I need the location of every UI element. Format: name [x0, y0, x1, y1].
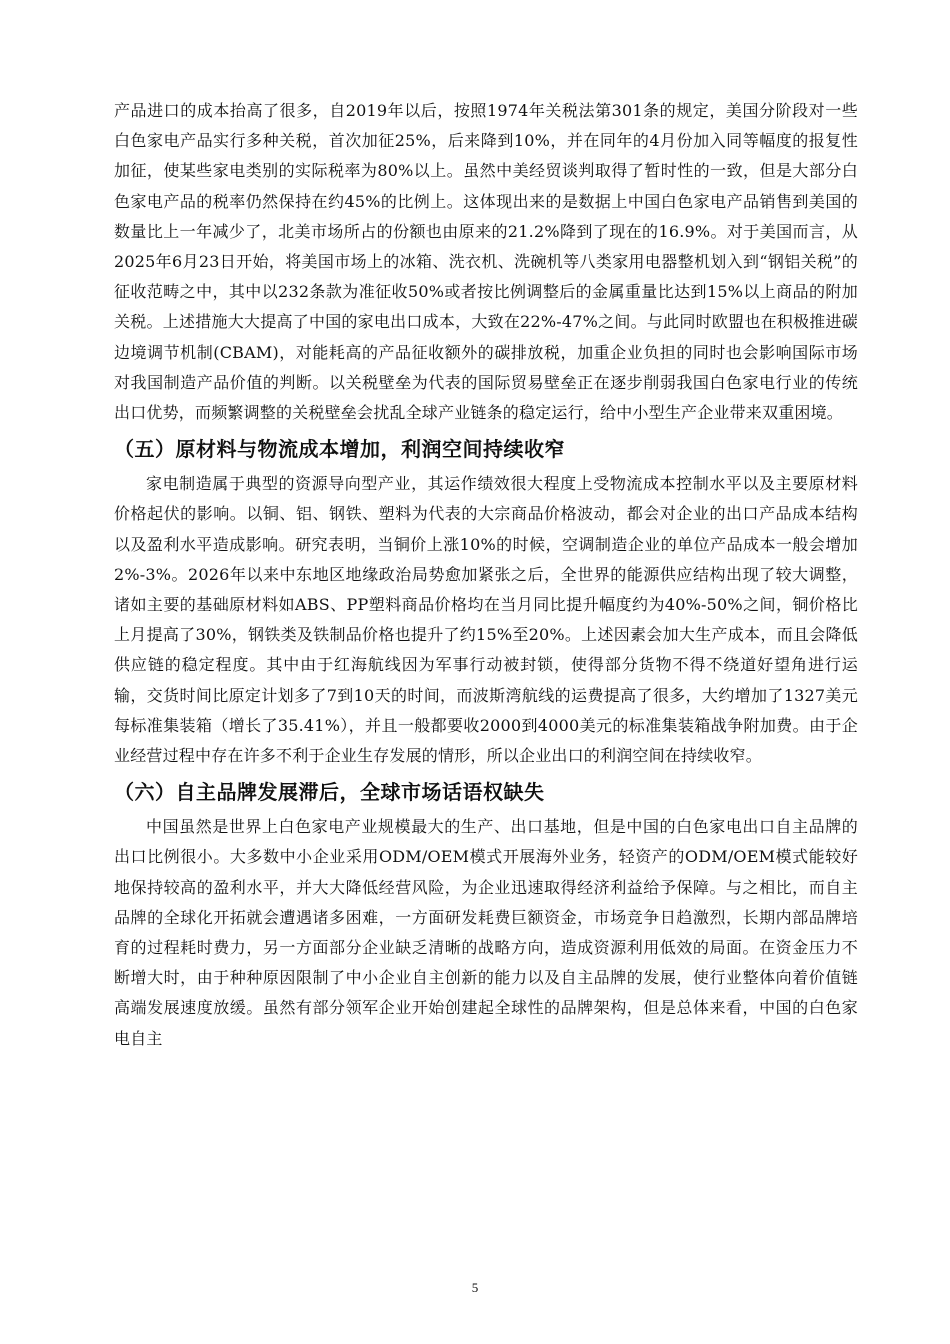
- body-paragraph-brands: 中国虽然是世界上白色家电产业规模最大的生产、出口基地，但是中国的白色家电出口自主品牌的出口比例很小。大多数中小企业采用ODM/OEM模式开展海外业务，轻资产的ODM/OEM模式能较好地保持较高的盈利水平，并大大降低经营风险，为企业迅速取得经济利益给予保障。与之相比，而自主品牌的全球化开拓就会遭遇诸多困难，一方面研发耗费巨额资金，市场竞争日趋激烈，长期内部品牌培育的过程耗时费力，另一方面部分企业缺乏清晰的战略方向，造成资源利用低效的局面。在资金压力不断增大时，由于种种原因限制了中小企业自主创新的能力以及自主品牌的发展，使行业整体向着价值链高端发展速度放缓。虽然有部分领军企业开始创建起全球性的品牌架构，但是总体来看，中国的白色家电自主: [114, 817, 858, 1048]
- section-heading-5: （五）原材料与物流成本增加，利润空间持续收窄: [114, 437, 565, 462]
- body-paragraph-costs: 家电制造属于典型的资源导向型产业，其运作绩效很大程度上受物流成本控制水平以及主要原材料价格起伏的影响。以铜、铝、钢铁、塑料为代表的大宗商品价格波动，都会对企业的出口产品成本结构以及盈利水平造成影响。研究表明，当铜价上涨10%的时候，空调制造企业的单位产品成本一般会增加2%-3%。2026年以来中东地区地缘政治局势愈加紧张之后，全世界的能源供应结构出现了较大调整，诸如主要的基础原材料如ABS、PP塑料商品价格均在当月同比提升幅度约为40%-50%之间，铜价格比上月提高了30%，钢铁类及铁制品价格也提升了约15%至20%。上述因素会加大生产成本，而且会降低供应链的稳定程度。其中由于红海航线因为军事行动被封锁，使得部分货物不得不绕道好望角进行运输，交货时间比原定计划多了7到10天的时间，而波斯湾航线的运费提高了很多，大约增加了1327美元每标准集装箱（增长了35.41%），并且一般都要收2000到4000美元的标准集装箱战争附加费。由于企业经营过程中存在许多不利于企业生存发展的情形，所以企业出口的利润空间在持续收窄。: [114, 474, 858, 766]
- body-paragraph-tariffs: 产品进口的成本抬高了很多，自2019年以后，按照1974年关税法第301条的规定，美国分阶段对一些白色家电产品实行多种关税，首次加征25%，后来降到10%，并在同年的4月份加入同等幅度的报复性加征，使某些家电类别的实际税率为80%以上。虽然中美经贸谈判取得了暂时性的一致，但是大部分白色家电产品的税率仍然保持在约45%的比例上。这体现出来的是数据上中国白色家电产品销售到美国的数量比上一年减少了，北美市场所占的份额也由原来的21.2%降到了现在的16.9%。对于美国而言，从2025年6月23日开始，将美国市场上的冰箱、洗衣机、洗碗机等八类家用电器整机划入到“钢铝关税”的征收范畴之中，其中以232条款为准征收50%或者按比例调整后的金属重量比达到15%以上商品的附加关税。上述措施大大提高了中国的家电出口成本，大致在22%-47%之间。与此同时欧盟也在积极推进碳边境调节机制(CBAM)，对能耗高的产品征收额外的碳排放税，加重企业负担的同时也会影响国际市场对我国制造产品价值的判断。以关税壁垒为代表的国际贸易壁垒正在逐步削弱我国白色家电行业的传统出口优势，而频繁调整的关税壁垒会扰乱全球产业链条的稳定运行，给中小型生产企业带来双重困境。: [114, 101, 858, 423]
- page-number: 5: [471, 1280, 479, 1295]
- section-heading-6: （六）自主品牌发展滞后，全球市场话语权缺失: [114, 780, 545, 805]
- page-body: [114, 96, 858, 1054]
